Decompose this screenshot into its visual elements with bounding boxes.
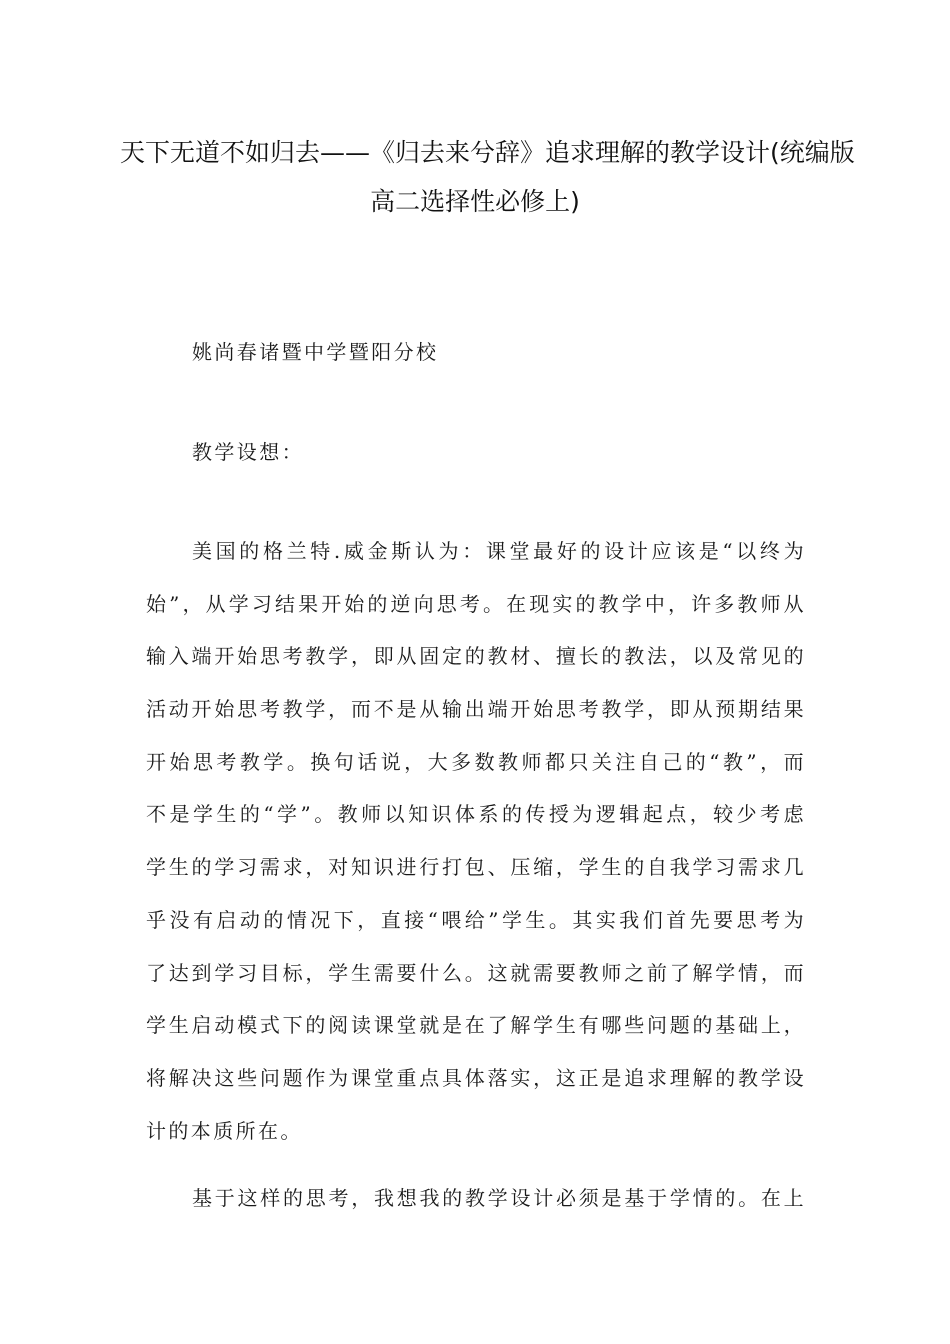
paragraph-line: 学生启动模式下的阅读课堂就是在了解学生有哪些问题的基础上，: [146, 1013, 806, 1038]
author-line: 姚尚春诸暨中学暨阳分校: [192, 340, 439, 364]
paragraph-line: 不是学生的“学”。教师以知识体系的传授为逻辑起点，较少考虑: [146, 802, 806, 827]
paragraph-1: [146, 536, 806, 1168]
paragraph-line: 活动开始思考教学，而不是从输出端开始思考教学，即从预期结果: [146, 697, 806, 722]
paragraph-line: 美国的格兰特.威金斯认为：课堂最好的设计应该是“以终为: [192, 539, 806, 563]
document-title: [120, 128, 855, 226]
paragraph-line: 乎没有启动的情况下，直接“喂给”学生。其实我们首先要思考为: [146, 907, 806, 932]
title-line-2: 高二选择性必修上): [370, 187, 580, 216]
section-heading: 教学设想：: [192, 440, 304, 464]
paragraph-line: 基于这样的思考，我想我的教学设计必须是基于学情的。在上: [192, 1186, 806, 1210]
paragraph-line: 输入端开始思考教学，即从固定的教材、擅长的教法，以及常见的: [146, 644, 806, 669]
title-line-1: 天下无道不如归去——《归去来兮辞》追求理解的教学设计(统编版: [120, 138, 855, 167]
paragraph-line: 开始思考教学。换句话说，大多数教师都只关注自己的“教”，而: [146, 749, 806, 774]
paragraph-line: 了达到学习目标，学生需要什么。这就需要教师之前了解学情，而: [146, 960, 806, 985]
paragraph-line: 学生的学习需求，对知识进行打包、压缩，学生的自我学习需求几: [146, 855, 806, 880]
paragraph-line: 将解决这些问题作为课堂重点具体落实，这正是追求理解的教学设: [146, 1065, 806, 1090]
paragraph-line: 计的本质所在。: [146, 1118, 303, 1143]
paragraph-2: [146, 1183, 806, 1236]
paragraph-line: 始”，从学习结果开始的逆向思考。在现实的教学中，许多教师从: [146, 591, 806, 616]
